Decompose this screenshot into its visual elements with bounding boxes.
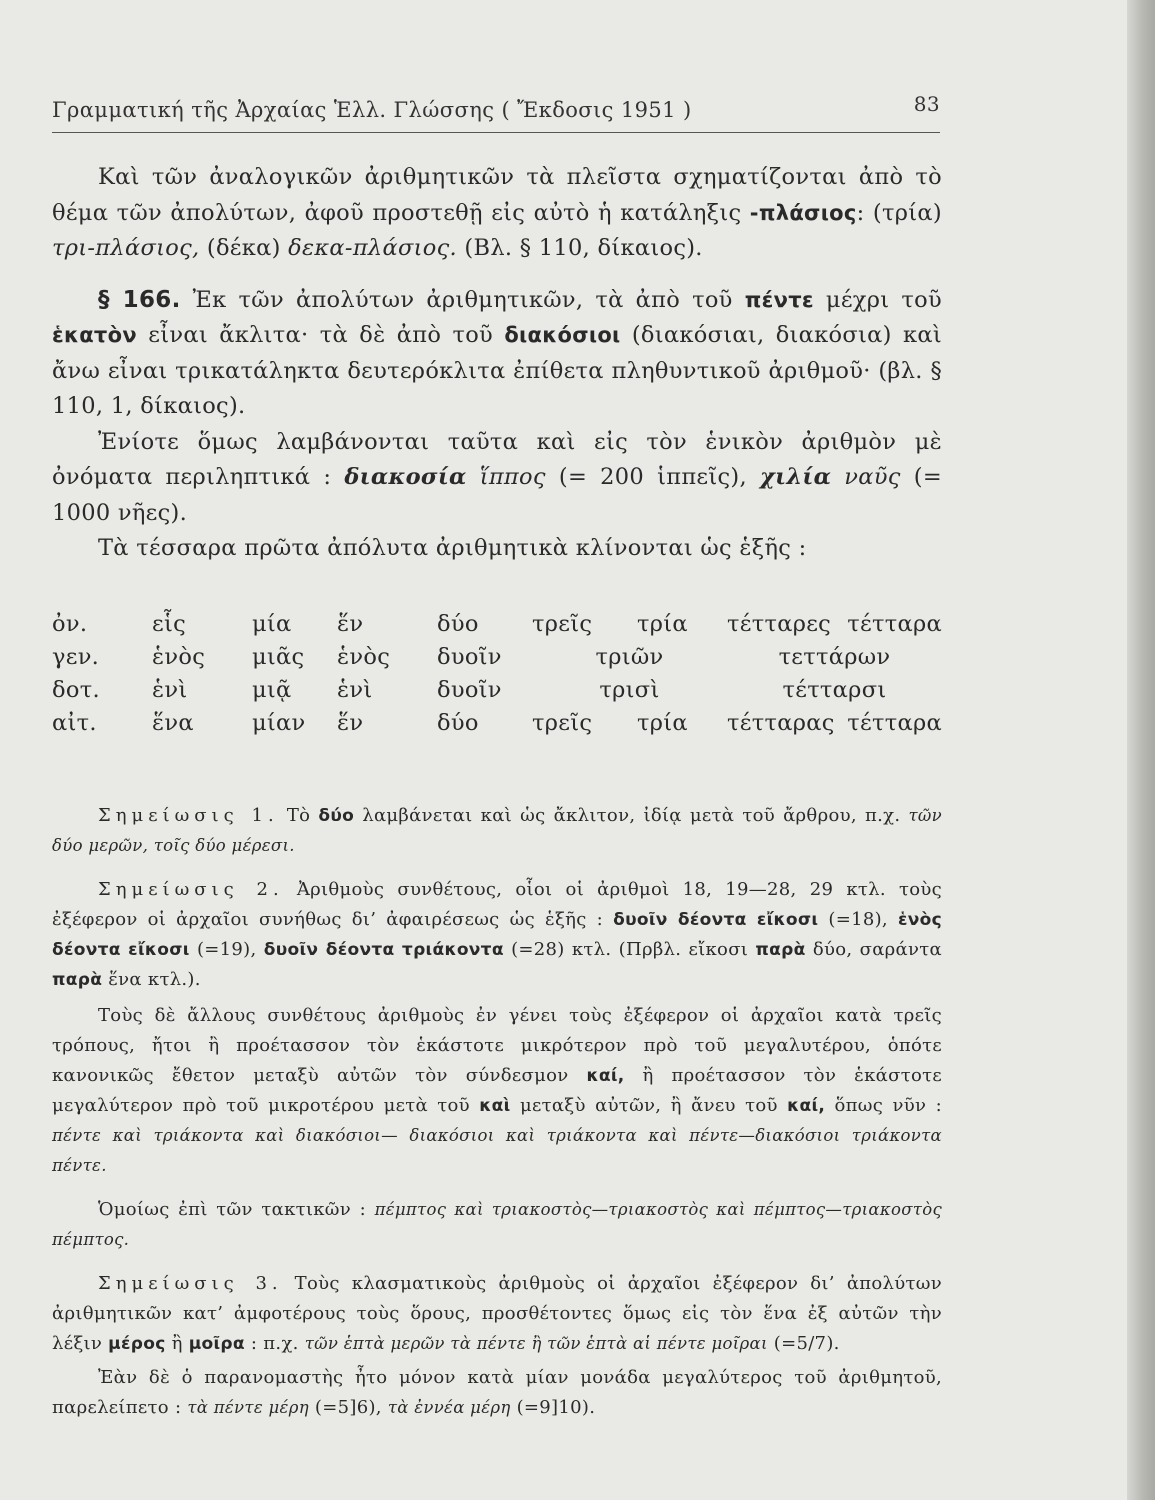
text: (Βλ. § 110, δίκαιος).: [456, 235, 703, 261]
final-paragraph: [52, 1363, 942, 1423]
table-cell: τρία: [637, 709, 688, 736]
table-row-accusative: [52, 710, 942, 743]
text: ἕνα κτλ.).: [102, 968, 201, 990]
note-label: Σημείωσις 2.: [98, 878, 284, 900]
sometimes-paragraph: [52, 425, 942, 532]
table-cell: δύο: [437, 610, 479, 637]
text: μεταξὺ αὐτῶν, ἢ ἄνευ τοῦ: [510, 1094, 788, 1116]
table-cell: τέτταρα: [847, 709, 942, 736]
text: Τοὺς κλασματικοὺς ἀριθμοὺς οἱ ἀρχαῖοι ἐξέφερον δι’ ἀπολύτων ἀριθμητικῶν κατ’ ἀμφοτέρους τοὺς ὅρους, προσθέτοντες ὅμως εἰς τὸν ἕνα ἐξ αὐτῶν τὴν λέξιν: [52, 1272, 942, 1354]
text: (=19),: [189, 938, 264, 960]
table-cell: τεττάρων: [778, 643, 891, 670]
running-header: [52, 92, 940, 122]
note-label: Σημείωσις 1.: [98, 804, 279, 826]
table-cell: τρία: [637, 610, 688, 637]
declension-table: [52, 611, 942, 743]
case-label: δοτ.: [52, 676, 100, 703]
bold-term: ἑκατὸν: [52, 323, 137, 347]
italic-term: τὰ ἐννέα μέρη: [387, 1397, 511, 1417]
table-cell: τρεῖς: [532, 709, 593, 736]
bold-italic-term: χιλία: [760, 464, 832, 490]
table-cell: δυοῖν: [437, 676, 502, 703]
text: Ἐὰν δὲ ὁ παρανομαστὴς ἦτο μόνον κατὰ μίαν μονάδα μεγαλύτερος τοῦ ἀριθμητοῦ, παρελείπετο :: [52, 1366, 942, 1418]
table-cell: ἕν: [337, 709, 364, 736]
bold-italic-term: διακοσία: [344, 464, 467, 490]
text: δύο, σαράντα: [805, 938, 942, 960]
bold-term: ἑνὸς δέοντα εἴκοσι: [52, 909, 942, 960]
bold-term: παρὰ: [755, 939, 806, 960]
table-cell: μίαν: [252, 709, 306, 736]
table-cell: ἑνὸς: [152, 643, 206, 670]
text: ὅπως νῦν :: [825, 1094, 942, 1116]
note-2: [52, 875, 942, 995]
table-cell: ἕν: [337, 610, 364, 637]
bold-term: δυοῖν δέοντα τριάκοντα: [263, 939, 504, 960]
table-cell: τρισὶ: [599, 676, 660, 703]
running-title: Γραμματική τῆς Ἀρχαίας Ἑλλ. Γλώσσης ( Ἔκδοσις 1951 ): [52, 98, 692, 122]
text: Ὁμοίως ἐπὶ τῶν τακτικῶν :: [98, 1198, 375, 1220]
text: (=18),: [818, 908, 898, 930]
table-cell: ἑνὶ: [152, 676, 188, 703]
table-cell: τριῶν: [595, 643, 664, 670]
table-cell: τέτταρες: [727, 610, 832, 637]
section-label: § 166.: [98, 286, 181, 313]
header-rule: [52, 132, 940, 133]
section-166-paragraph: [52, 283, 942, 425]
text: (= 1000 νῆες).: [52, 464, 942, 526]
table-row-nominative: [52, 611, 942, 644]
table-cell: ἑνὸς: [337, 643, 391, 670]
page-body: [52, 160, 942, 1423]
compound-numbers-paragraph: [52, 1001, 942, 1181]
text: Τοὺς δὲ ἄλλους συνθέτους ἀριθμοὺς ἐν γένει τοὺς ἐξέφερον οἱ ἀρχαῖοι κατὰ τρεῖς τρόπους, ἤτοι ἢ προέτασσον τὸν ἑκάστοτε μικρότερον πρὸ τοῦ μεγαλυτέρου, ὁπότε κανονικῶς ἔθετον μεταξὺ αὐτῶν τὸν σύνδεσμον: [52, 1004, 942, 1086]
text: Τὸ: [278, 804, 319, 826]
italic-term: πέντε καὶ τριάκοντα καὶ διακόσιοι— διακόσιοι καὶ τριάκοντα καὶ πέντε—διακόσιοι τριάκοντα πέντε.: [52, 1125, 942, 1175]
italic-term: τῶν ἑπτὰ μερῶν τὰ πέντε ἢ τῶν ἑπτὰ αἱ πέντε μοῖραι: [304, 1333, 768, 1353]
note-label: Σημείωσις 3.: [98, 1272, 283, 1294]
bold-term: παρὰ: [52, 969, 103, 990]
text: : (τρία): [856, 199, 942, 226]
ordinals-paragraph: [52, 1195, 942, 1255]
italic-term: τὰ πέντε μέρη: [187, 1397, 309, 1417]
text: Καὶ τῶν ἀναλογικῶν ἀριθμητικῶν τὰ πλεῖστα σχηματίζονται ἀπὸ τὸ θέμα τῶν ἀπολύτων, ἀφοῦ προστεθῇ εἰς αὐτὸ ἡ κατάληξις: [52, 164, 942, 226]
text: : π.χ.: [244, 1332, 305, 1354]
intro-paragraph: [52, 160, 942, 267]
italic-term: ἵππος: [466, 464, 546, 490]
text: (= 200 ἱππεῖς),: [545, 464, 761, 490]
italic-term: δεκα-πλάσιος.: [288, 235, 457, 261]
case-label: γεν.: [52, 643, 100, 670]
table-cell: μιᾷ: [252, 676, 292, 703]
declension-intro: Τὰ τέσσαρα πρῶτα ἀπόλυτα ἀριθμητικὰ κλίνονται ὡς ἑξῆς :: [98, 535, 807, 561]
text: ἢ προέτασσον τὸν ἑκάστοτε μεγαλύτερον πρὸ τοῦ μικροτέρου μετὰ τοῦ: [52, 1064, 942, 1116]
table-row-genitive: [52, 644, 942, 677]
bold-term: πέντε: [744, 287, 814, 312]
bold-term: καί,: [787, 1095, 826, 1116]
text: (=5]6),: [308, 1396, 388, 1418]
text: (=9]10).: [510, 1396, 596, 1418]
bold-term: δύο: [318, 805, 355, 826]
text: Ἐνίοτε ὅμως λαμβάνονται ταῦτα καὶ εἰς τὸν ἑνικὸν ἀριθμὸν μὲ ὀνόματα περιληπτικά :: [52, 428, 942, 490]
table-cell: εἷς: [152, 610, 186, 637]
table-row-dative: [52, 677, 942, 710]
table-cell: μία: [252, 610, 292, 637]
text: εἶναι ἄκλιτα· τὰ δὲ ἀπὸ τοῦ: [136, 322, 505, 348]
bold-term: -πλάσιος: [749, 200, 857, 225]
table-cell: τέτταρα: [847, 610, 942, 637]
bold-term: καὶ: [479, 1095, 511, 1116]
italic-term: τρι-πλάσιος,: [52, 235, 200, 261]
table-cell: τέτταρσι: [782, 676, 887, 703]
text: ἢ: [165, 1332, 189, 1354]
italic-term: ναῦς: [831, 464, 901, 490]
table-cell: ἕνα: [152, 709, 194, 736]
case-label: αἰτ.: [52, 709, 97, 736]
note-1: [52, 801, 942, 861]
italic-term: πέμπτος καὶ τριακοστὸς—τριακοστὸς καὶ πέμπτος—τριακοστὸς πέμπτος.: [52, 1199, 942, 1249]
bold-term: μοῖρα: [188, 1333, 245, 1354]
text: Ἀριθμοὺς συνθέτους, οἷοι οἱ ἀριθμοὶ 18, 19—28, 29 κτλ. τοὺς ἐξέφερον οἱ ἀρχαῖοι συνήθως δι’ ἀφαιρέσεως ὡς ἑξῆς :: [52, 878, 943, 930]
bold-term: μέρος: [108, 1333, 166, 1354]
italic-term: τῶν δύο μερῶν, τοῖς δύο μέρεσι.: [52, 805, 942, 855]
bold-term: καί,: [586, 1065, 625, 1086]
notes-section: [52, 801, 942, 1423]
table-cell: τέτταρας: [727, 709, 835, 736]
text: (=28) κτλ. (Πρβλ. εἴκοσι: [503, 938, 756, 960]
text: (δέκα): [199, 235, 289, 261]
table-cell: δυοῖν: [437, 643, 502, 670]
table-cell: ἑνὶ: [337, 676, 373, 703]
text: Ἐκ τῶν ἀπολύτων ἀριθμητικῶν, τὰ ἀπὸ τοῦ: [180, 286, 745, 313]
text: μέχρι τοῦ: [813, 286, 942, 313]
case-label: ὀν.: [52, 610, 88, 637]
table-cell: τρεῖς: [532, 610, 593, 637]
bold-term: διακόσιοι: [504, 323, 621, 347]
page-number: 83: [913, 92, 940, 116]
bold-term: δυοῖν δέοντα εἴκοσι: [613, 909, 819, 930]
text: (=5/7).: [767, 1332, 840, 1354]
table-cell: δύο: [437, 709, 479, 736]
text: λαμβάνεται καὶ ὡς ἄκλιτον, ἰδίᾳ μετὰ τοῦ ἄρθρου, π.χ.: [354, 804, 909, 826]
note-3: [52, 1269, 942, 1359]
page-edge-shadow: [1127, 0, 1155, 1500]
table-cell: μιᾶς: [252, 643, 305, 670]
text: (διακόσιαι, διακόσια) καὶ ἄνω εἶναι τρικατάληκτα δευτερόκλιτα ἐπίθετα πληθυντικοῦ ἀριθμοῦ· (βλ. § 110, 1, δίκαιος).: [52, 322, 942, 419]
